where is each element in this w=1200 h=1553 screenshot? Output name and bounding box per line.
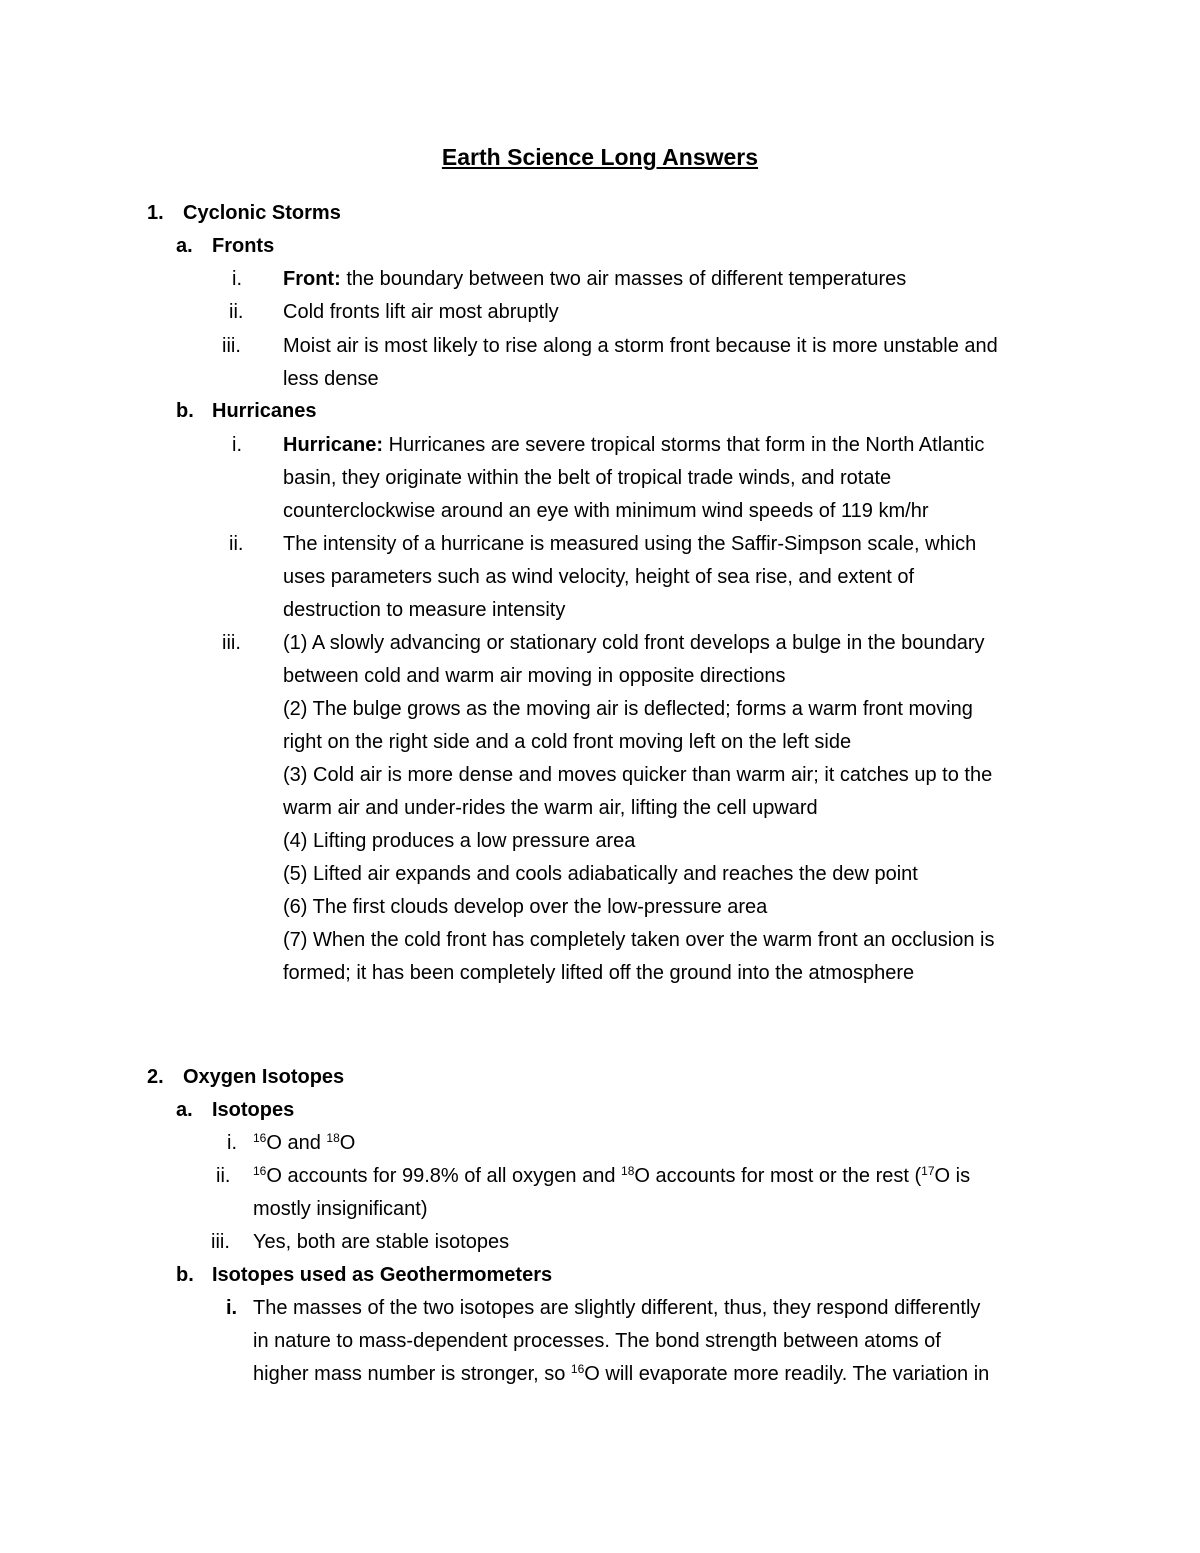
item-text: $^{16}$O and $^{18}$O xyxy=(253,1131,356,1154)
item-text: Front: the boundary between two air masses of different temperatures xyxy=(283,268,907,290)
step-line: (1) A slowly advancing or stationary cold front develops a bulge in the boundary xyxy=(283,632,985,654)
item-text-line: counterclockwise around an eye with minimum wind speeds of 119 km/hr xyxy=(283,500,929,522)
section-number: 1. xyxy=(147,202,164,224)
subsection-letter: b. xyxy=(176,400,194,422)
item-text-line: The intensity of a hurricane is measured using the Saffir-Simpson scale, which xyxy=(283,533,977,555)
item-term: Hurricane: xyxy=(283,434,384,456)
step-line: warm air and under-rides the warm air, lifting the cell upward xyxy=(283,797,818,819)
step-line: formed; it has been completely lifted off the ground into the atmosphere xyxy=(283,962,915,984)
item-text-line: higher mass number is stronger, so $^{16}$O will evaporate more readily. The variation in xyxy=(253,1362,990,1385)
item-numeral: ii. xyxy=(216,1165,231,1187)
item-text: $^{16}$O accounts for 99.8% of all oxygen and $^{18}$O accounts for most or the rest ($^{17}$O is xyxy=(253,1164,971,1187)
item-text-line: Moist air is most likely to rise along a storm front because it is more unstable and xyxy=(283,335,998,357)
section-title: Oxygen Isotopes xyxy=(183,1066,345,1088)
item-text: Yes, both are stable isotopes xyxy=(253,1231,510,1253)
step-line: between cold and warm air moving in opposite directions xyxy=(283,665,786,687)
item-numeral: ii. xyxy=(229,301,244,323)
subsection-title: Hurricanes xyxy=(212,400,317,422)
item-numeral: i. xyxy=(232,434,242,456)
item-text-line: mostly insignificant) xyxy=(253,1198,428,1220)
subsection-title: Fronts xyxy=(212,235,275,257)
item-text-line: less dense xyxy=(283,368,379,390)
item-numeral: iii. xyxy=(222,632,241,654)
section-number: 2. xyxy=(147,1066,164,1088)
item-numeral: ii. xyxy=(229,533,244,555)
item-numeral: iii. xyxy=(211,1231,230,1253)
subsection-letter: a. xyxy=(176,1099,193,1121)
step-line: (3) Cold air is more dense and moves quicker than warm air; it catches up to the xyxy=(283,764,993,786)
step-line: right on the right side and a cold front moving left on the left side xyxy=(283,731,852,753)
subsection-title: Isotopes xyxy=(212,1099,295,1121)
item-text: Hurricane: Hurricanes are severe tropical storms that form in the North Atlantic xyxy=(283,434,985,456)
step-line: (4) Lifting produces a low pressure area xyxy=(283,830,636,852)
step-line: (2) The bulge grows as the moving air is deflected; forms a warm front moving xyxy=(283,698,973,720)
item-numeral: i. xyxy=(232,268,242,290)
document-title: Earth Science Long Answers xyxy=(441,144,759,170)
item-term: Front: xyxy=(283,268,341,290)
item-text-line: destruction to measure intensity xyxy=(283,599,566,621)
item-text-line: in nature to mass-dependent processes. The bond strength between atoms of xyxy=(253,1330,941,1352)
step-line: (7) When the cold front has completely taken over the warm front an occlusion is xyxy=(283,929,995,951)
section-title: Cyclonic Storms xyxy=(183,202,341,224)
step-line: (6) The first clouds develop over the low-pressure area xyxy=(283,896,768,918)
subsection-letter: a. xyxy=(176,235,193,257)
subsection-letter: b. xyxy=(176,1264,194,1286)
step-line: (5) Lifted air expands and cools adiabatically and reaches the dew point xyxy=(283,863,918,885)
item-numeral: i. xyxy=(227,1132,237,1154)
item-text-line: The masses of the two isotopes are slightly different, thus, they respond differently xyxy=(253,1297,981,1319)
item-numeral: iii. xyxy=(222,335,241,357)
item-text-line: basin, they originate within the belt of tropical trade winds, and rotate xyxy=(283,467,892,489)
item-numeral: i. xyxy=(226,1297,238,1319)
item-text-line: uses parameters such as wind velocity, height of sea rise, and extent of xyxy=(283,566,915,588)
item-text: Cold fronts lift air most abruptly xyxy=(283,301,559,323)
subsection-title: Isotopes used as Geothermometers xyxy=(212,1264,553,1286)
